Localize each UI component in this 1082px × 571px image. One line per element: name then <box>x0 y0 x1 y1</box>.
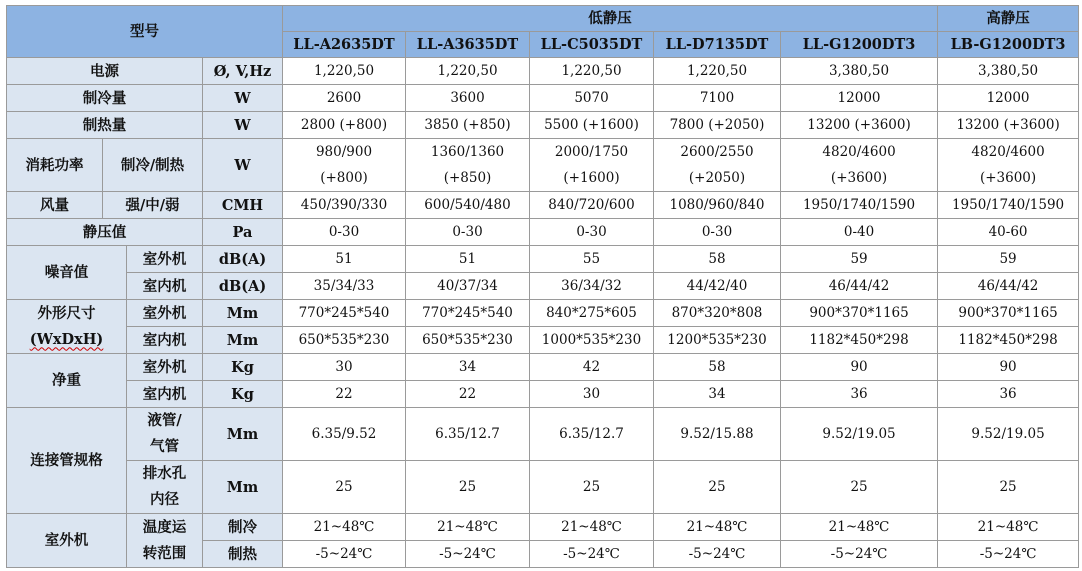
value-cell: 0-30 <box>530 219 654 246</box>
label-line: 内径 <box>150 491 179 508</box>
model-name: LL-D7135DT <box>654 32 781 58</box>
model-name: LL-G1200DT3 <box>781 32 938 58</box>
value-cell: 22 <box>283 381 406 408</box>
unit-cell: CMH <box>203 192 283 219</box>
row-label-consumption: 消耗功率 <box>7 139 103 192</box>
value-line: 1360/1360 <box>430 144 505 160</box>
value-cell: 22 <box>406 381 530 408</box>
value-cell: 1,220,50 <box>530 58 654 85</box>
value-cell: 1950/1740/1590 <box>781 192 938 219</box>
value-cell: 6.35/12.7 <box>406 408 530 461</box>
value-cell: 36 <box>938 381 1079 408</box>
row-label-net-weight: 净重 <box>7 354 127 408</box>
value-cell: 1200*535*230 <box>654 327 781 354</box>
value-cell: 7100 <box>654 85 781 112</box>
value-cell: -5~24℃ <box>530 541 654 568</box>
table-row <box>7 354 1079 381</box>
value-cell: 59 <box>938 246 1079 273</box>
table-row <box>7 327 1079 354</box>
model-header: 型号 <box>7 6 283 58</box>
value-cell: 3,380,50 <box>938 58 1079 85</box>
value-cell: 25 <box>406 461 530 514</box>
value-cell: 0-30 <box>654 219 781 246</box>
value-cell: 5070 <box>530 85 654 112</box>
value-cell: 25 <box>938 461 1079 514</box>
value-cell: 1,220,50 <box>654 58 781 85</box>
value-cell: 25 <box>283 461 406 514</box>
value-cell: 59 <box>781 246 938 273</box>
sub-label <box>127 461 203 514</box>
row-label-noise: 噪音值 <box>7 246 127 300</box>
value-cell <box>530 139 654 192</box>
table-row <box>7 514 1079 541</box>
sub-label: 强/中/弱 <box>103 192 203 219</box>
value-cell: 40/37/34 <box>406 273 530 300</box>
value-cell: 51 <box>406 246 530 273</box>
value-cell: 9.52/19.05 <box>938 408 1079 461</box>
value-line: (+1600) <box>563 170 620 186</box>
value-cell: 35/34/33 <box>283 273 406 300</box>
label-line: 气管 <box>150 438 179 455</box>
value-cell: 42 <box>530 354 654 381</box>
table-row <box>7 139 1079 192</box>
value-cell: 1182*450*298 <box>938 327 1079 354</box>
table-row <box>7 381 1079 408</box>
value-cell: 600/540/480 <box>406 192 530 219</box>
value-cell: 450/390/330 <box>283 192 406 219</box>
value-cell: 1,220,50 <box>283 58 406 85</box>
value-cell: 12000 <box>938 85 1079 112</box>
label-line: 转范围 <box>142 544 187 562</box>
row-label-piping: 连接管规格 <box>7 408 127 514</box>
model-name: LL-C5035DT <box>530 32 654 58</box>
value-cell <box>938 139 1079 192</box>
model-name: LB-G1200DT3 <box>938 32 1079 58</box>
value-cell: 7800 (+2050) <box>654 112 781 139</box>
unit-cell: W <box>203 85 283 112</box>
sub-label: 室内机 <box>127 327 203 354</box>
unit-cell: W <box>203 139 283 192</box>
sub-label <box>127 514 203 568</box>
label-line: 排水孔 <box>142 465 187 482</box>
value-cell: 46/44/42 <box>938 273 1079 300</box>
value-cell: 1000*535*230 <box>530 327 654 354</box>
row-label-cooling: 制冷量 <box>7 85 203 112</box>
value-cell: 30 <box>283 354 406 381</box>
value-cell: 650*535*230 <box>406 327 530 354</box>
label-line: (WxDxH) <box>29 330 104 348</box>
table-row <box>7 219 1079 246</box>
value-cell: 21~48℃ <box>406 514 530 541</box>
value-cell: -5~24℃ <box>781 541 938 568</box>
row-label-dimensions <box>7 300 127 354</box>
sub-label: 室内机 <box>127 273 203 300</box>
value-cell: -5~24℃ <box>406 541 530 568</box>
value-cell: 21~48℃ <box>781 514 938 541</box>
value-cell: 9.52/15.88 <box>654 408 781 461</box>
table-row <box>7 192 1079 219</box>
unit-cell: Mm <box>203 408 283 461</box>
value-cell: 13200 (+3600) <box>938 112 1079 139</box>
sub-label: 室外机 <box>127 354 203 381</box>
value-cell: 36 <box>781 381 938 408</box>
label-line: 外形尺寸 <box>37 304 96 322</box>
value-line: 2000/1750 <box>554 144 629 160</box>
value-line: 2600/2550 <box>680 144 754 160</box>
value-cell: 0-30 <box>406 219 530 246</box>
value-cell: 36/34/32 <box>530 273 654 300</box>
value-cell: 21~48℃ <box>530 514 654 541</box>
value-line: 4820/4600 <box>822 144 896 160</box>
value-cell: 870*320*808 <box>654 300 781 327</box>
value-line: 980/900 <box>315 144 373 160</box>
value-cell: 25 <box>530 461 654 514</box>
value-cell: 40-60 <box>938 219 1079 246</box>
sub-label: 制冷/制热 <box>103 139 203 192</box>
value-cell: 13200 (+3600) <box>781 112 938 139</box>
table-row <box>7 408 1079 461</box>
value-cell: 30 <box>530 381 654 408</box>
value-cell: 840*275*605 <box>530 300 654 327</box>
value-cell: 2600 <box>283 85 406 112</box>
label-line: 温度运 <box>142 518 187 536</box>
value-cell: 34 <box>406 354 530 381</box>
unit-cell: dB(A) <box>203 246 283 273</box>
table-row <box>7 112 1079 139</box>
table-row <box>7 85 1079 112</box>
row-label-heating: 制热量 <box>7 112 203 139</box>
label-line: 液管/ <box>147 412 182 429</box>
unit-cell: W <box>203 112 283 139</box>
unit-cell: 制冷 <box>203 514 283 541</box>
value-cell: 46/44/42 <box>781 273 938 300</box>
value-cell: 5500 (+1600) <box>530 112 654 139</box>
value-line: (+2050) <box>688 170 746 186</box>
row-label-airflow: 风量 <box>7 192 103 219</box>
table-row <box>7 273 1079 300</box>
value-cell: 3600 <box>406 85 530 112</box>
value-cell: -5~24℃ <box>283 541 406 568</box>
value-cell: 90 <box>781 354 938 381</box>
value-cell: 55 <box>530 246 654 273</box>
value-cell: 650*535*230 <box>283 327 406 354</box>
header-row-groups <box>7 6 1079 32</box>
value-cell <box>781 139 938 192</box>
group-low-static: 低静压 <box>283 6 938 32</box>
value-cell: 3,380,50 <box>781 58 938 85</box>
unit-cell: Mm <box>203 300 283 327</box>
value-cell: 770*245*540 <box>406 300 530 327</box>
sub-label: 室内机 <box>127 381 203 408</box>
row-label-power: 电源 <box>7 58 203 85</box>
value-cell: 6.35/9.52 <box>283 408 406 461</box>
table-row <box>7 58 1079 85</box>
unit-cell: dB(A) <box>203 273 283 300</box>
value-line: (+850) <box>443 170 492 186</box>
row-label-outdoor-range: 室外机 <box>7 514 127 568</box>
value-cell: -5~24℃ <box>654 541 781 568</box>
sub-label: 室外机 <box>127 300 203 327</box>
value-cell <box>654 139 781 192</box>
unit-cell: Mm <box>203 461 283 514</box>
model-name: LL-A2635DT <box>283 32 406 58</box>
table-row <box>7 461 1079 514</box>
value-cell: 21~48℃ <box>938 514 1079 541</box>
value-cell: 34 <box>654 381 781 408</box>
model-name: LL-A3635DT <box>406 32 530 58</box>
row-label-static-pressure: 静压值 <box>7 219 203 246</box>
value-cell: 770*245*540 <box>283 300 406 327</box>
sub-label <box>127 408 203 461</box>
value-cell: 25 <box>654 461 781 514</box>
value-cell: 1182*450*298 <box>781 327 938 354</box>
value-cell: 2800 (+800) <box>283 112 406 139</box>
value-cell: 58 <box>654 246 781 273</box>
value-cell: 58 <box>654 354 781 381</box>
value-cell: 840/720/600 <box>530 192 654 219</box>
group-high-static: 高静压 <box>938 6 1079 32</box>
value-cell: 21~48℃ <box>654 514 781 541</box>
value-cell: 51 <box>283 246 406 273</box>
value-cell: 0-30 <box>283 219 406 246</box>
unit-cell: Mm <box>203 327 283 354</box>
value-cell <box>406 139 530 192</box>
value-cell: 900*370*1165 <box>938 300 1079 327</box>
sub-label: 室外机 <box>127 246 203 273</box>
value-line: 4820/4600 <box>971 144 1045 160</box>
value-cell: 900*370*1165 <box>781 300 938 327</box>
value-cell: 6.35/12.7 <box>530 408 654 461</box>
unit-cell: Kg <box>203 354 283 381</box>
value-line: (+3600) <box>979 170 1037 186</box>
table-row <box>7 246 1079 273</box>
unit-cell: Pa <box>203 219 283 246</box>
value-cell: 90 <box>938 354 1079 381</box>
value-cell: 9.52/19.05 <box>781 408 938 461</box>
value-cell: 21~48℃ <box>283 514 406 541</box>
value-cell: 44/42/40 <box>654 273 781 300</box>
value-cell: 12000 <box>781 85 938 112</box>
value-line: (+800) <box>320 170 368 186</box>
value-cell: 1,220,50 <box>406 58 530 85</box>
value-line: (+3600) <box>830 170 888 186</box>
value-cell: 1080/960/840 <box>654 192 781 219</box>
value-cell: 3850 (+850) <box>406 112 530 139</box>
unit-cell: Kg <box>203 381 283 408</box>
spec-table <box>6 5 1079 568</box>
value-cell: 25 <box>781 461 938 514</box>
value-cell: 1950/1740/1590 <box>938 192 1079 219</box>
table-row <box>7 300 1079 327</box>
value-cell <box>283 139 406 192</box>
value-cell: 0-40 <box>781 219 938 246</box>
unit-cell: Ø, V,Hz <box>203 58 283 85</box>
unit-cell: 制热 <box>203 541 283 568</box>
value-cell: -5~24℃ <box>938 541 1079 568</box>
